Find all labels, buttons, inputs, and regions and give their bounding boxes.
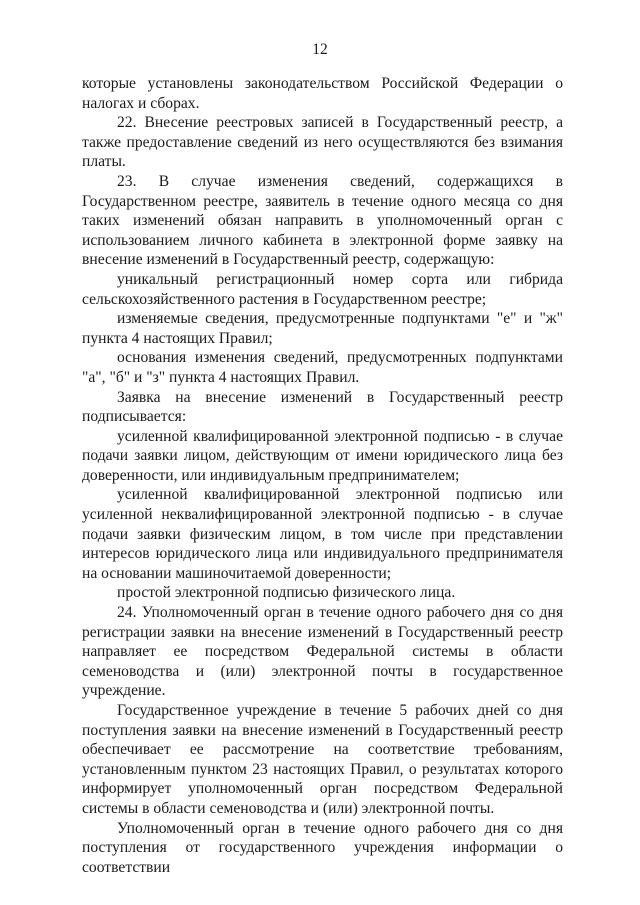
paragraph: изменяемые сведения, предусмотренные подпунктами "е" и "ж" пункта 4 настоящих Правил; (82, 310, 563, 347)
document-body (82, 74, 563, 877)
paragraph: основания изменения сведений, предусмотренных подпунктами "а", "б" и "з" пункта 4 настоящих Правил. (82, 349, 563, 386)
paragraph: усиленной квалифицированной электронной подписью - в случае подачи заявки лицом, действующим от имени юридического лица без доверенности, или индивидуальным предпринимателем; (82, 427, 563, 484)
paragraph: Уполномоченный орган в течение одного рабочего дня со дня поступления от государственного учреждения информации о соответствии (82, 819, 563, 876)
paragraph: Заявка на внесение изменений в Государственный реестр подписывается: (82, 388, 563, 426)
paragraph: Государственное учреждение в течение 5 рабочих дней со дня поступления заявки на внесение изменений в Государственный реестр обеспечивает ее рассмотрение на соответствие требованиям, установленным пунктом 23 настоящих Правил, о результатах которого информирует уполномоченный орган посредством Федеральной системы в области семеноводства и (или) электронной почты. (82, 702, 563, 817)
paragraph: усиленной квалифицированной электронной подписью или усиленной неквалифицированной электронной подписью - в случае подачи заявки физическим лицом, в том числе при представлении интересов юридического лица или индивидуального предпринимателя на основании машиночитаемой доверенности; (82, 486, 563, 582)
paragraph: уникальный регистрационный номер сорта или гибрида сельскохозяйственного растения в Государственном реестре; (82, 270, 563, 308)
page-number: 12 (312, 41, 328, 58)
paragraph: 23. В случае изменения сведений, содержащихся в Государственном реестре, заявитель в течение одного месяца со дня таких изменений обязан направить в уполномоченный орган с использованием личного кабинета в электронной форме заявку на внесение изменений в Государственный реестр, содержащую: (82, 172, 563, 269)
paragraph: 22. Внесение реестровых записей в Государственный реестр, а также предоставление сведений из него осуществляются без взимания платы. (82, 114, 563, 171)
paragraph: 24. Уполномоченный орган в течение одного рабочего дня со дня регистрации заявки на внесение изменений в Государственный реестр направляет ее посредством Федеральной системы в области семеноводства и (или) электронной почты в государственное учреждение. (82, 604, 563, 700)
paragraph: которые установлены законодательством Российской Федерации о налогах и сборах. (82, 75, 563, 112)
paragraph: простой электронной подписью физического лица. (117, 584, 456, 602)
